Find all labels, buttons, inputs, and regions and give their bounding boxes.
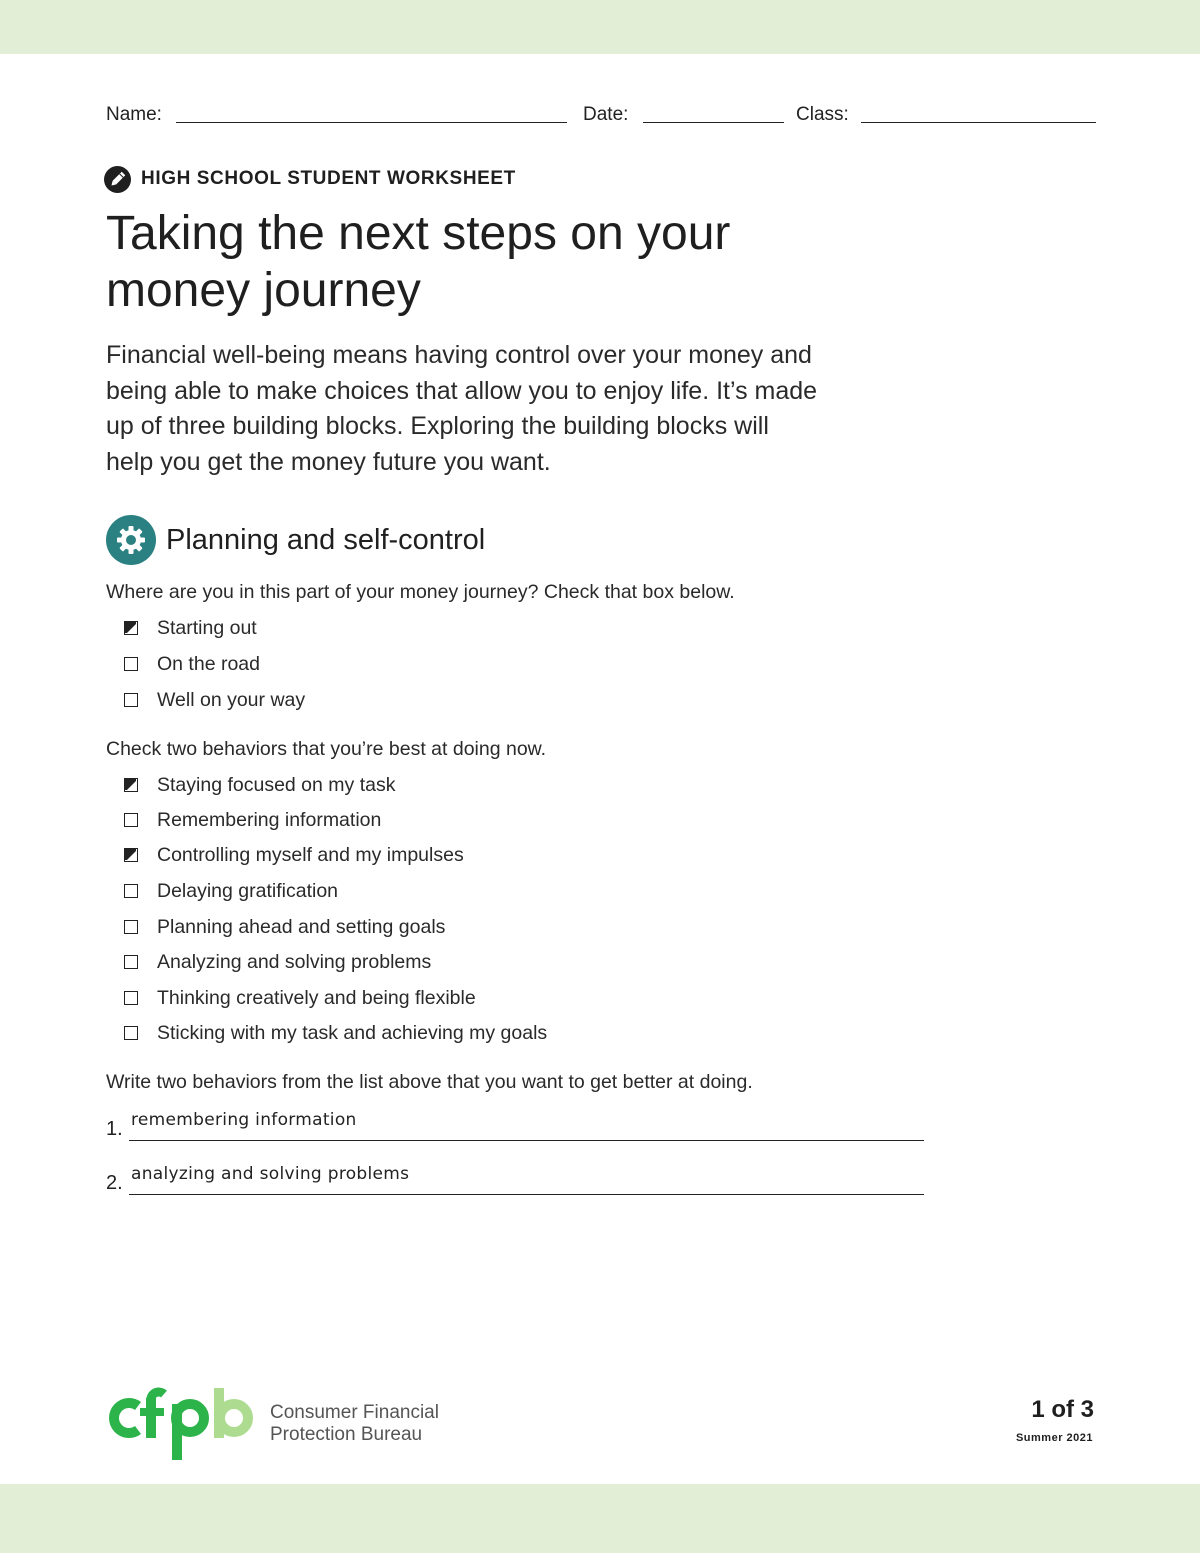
page-number: 1 of 3	[1031, 1396, 1094, 1423]
checkbox-option[interactable]	[124, 949, 431, 975]
intro-line: Financial well-being means having control over your money and	[106, 341, 812, 369]
gear-icon	[106, 515, 156, 565]
option-label: Analyzing and solving problems	[157, 950, 432, 973]
checkbox-checked[interactable]	[124, 848, 138, 862]
question-prompt: Check two behaviors that you’re best at doing now.	[106, 738, 547, 760]
checkbox-option[interactable]	[124, 985, 476, 1011]
bottom-band	[0, 1484, 1200, 1553]
option-label: Well on your way	[157, 688, 306, 711]
edition-date: Summer 2021	[1015, 1432, 1093, 1444]
answer-line	[129, 1194, 924, 1195]
intro-line: help you get the money future you want.	[106, 447, 551, 476]
checkbox-option[interactable]	[124, 651, 260, 677]
option-label: Staying focused on my task	[157, 773, 396, 796]
checkbox-option[interactable]	[124, 615, 257, 641]
org-line: Protection Bureau	[270, 1424, 423, 1445]
checkbox-option[interactable]	[124, 807, 381, 833]
option-label: Controlling myself and my impulses	[157, 843, 464, 866]
section-title: Planning and self-control	[166, 524, 486, 556]
option-label: Thinking creatively and being flexible	[157, 986, 476, 1009]
checkbox-option[interactable]	[124, 1020, 547, 1046]
answer-number: 2.	[106, 1172, 123, 1194]
intro-line: up of three building blocks. Exploring the building blocks will	[106, 412, 769, 440]
checkbox-option[interactable]	[124, 842, 464, 868]
checkbox[interactable]	[124, 991, 138, 1005]
cfpb-logo	[106, 1384, 256, 1464]
checkbox-checked[interactable]	[124, 621, 138, 635]
checkbox[interactable]	[124, 657, 138, 671]
answer-input[interactable]: analyzing and solving problems	[131, 1164, 410, 1184]
option-label: Sticking with my task and achieving my goals	[157, 1021, 548, 1044]
option-label: Planning ahead and setting goals	[157, 915, 446, 938]
checkbox-option[interactable]	[124, 687, 305, 713]
worksheet-type: HIGH SCHOOL STUDENT WORKSHEET	[141, 168, 516, 189]
checkbox[interactable]	[124, 693, 138, 707]
worksheet-kicker	[104, 166, 516, 192]
name-label: Name:	[106, 104, 162, 125]
option-label: Remembering information	[157, 808, 382, 831]
organization-name	[270, 1402, 439, 1446]
checkbox-option[interactable]	[124, 772, 395, 798]
date-label: Date:	[583, 104, 629, 125]
answer-input[interactable]: remembering information	[131, 1110, 357, 1130]
option-label: Starting out	[157, 616, 257, 639]
answer-number: 1.	[106, 1118, 123, 1140]
answer-line	[129, 1140, 924, 1141]
question-prompt: Write two behaviors from the list above that you want to get better at doing.	[106, 1071, 753, 1093]
class-field[interactable]	[861, 122, 1096, 123]
org-line: Consumer Financial	[270, 1402, 439, 1423]
pencil-icon	[104, 166, 131, 193]
date-field[interactable]	[643, 122, 784, 123]
class-label: Class:	[796, 104, 849, 125]
page-title	[106, 205, 906, 319]
top-band	[0, 0, 1200, 54]
checkbox-option[interactable]	[124, 878, 338, 904]
intro-line: being able to make choices that allow you to enjoy life. It’s made	[106, 376, 818, 405]
checkbox[interactable]	[124, 813, 138, 827]
checkbox-option[interactable]	[124, 914, 445, 940]
intro-paragraph	[106, 338, 926, 480]
answer-row	[106, 1158, 924, 1198]
checkbox-checked[interactable]	[124, 778, 138, 792]
option-label: On the road	[157, 652, 260, 675]
answer-row	[106, 1104, 924, 1144]
name-field[interactable]	[176, 122, 567, 123]
checkbox[interactable]	[124, 920, 138, 934]
title-line: Taking the next steps on your	[106, 207, 731, 260]
option-label: Delaying gratification	[157, 879, 339, 902]
question-prompt: Where are you in this part of your money journey? Check that box below.	[106, 581, 735, 603]
checkbox[interactable]	[124, 1026, 138, 1040]
checkbox[interactable]	[124, 884, 138, 898]
title-line: money journey	[106, 264, 421, 317]
header-fields	[106, 100, 1096, 130]
checkbox[interactable]	[124, 955, 138, 969]
